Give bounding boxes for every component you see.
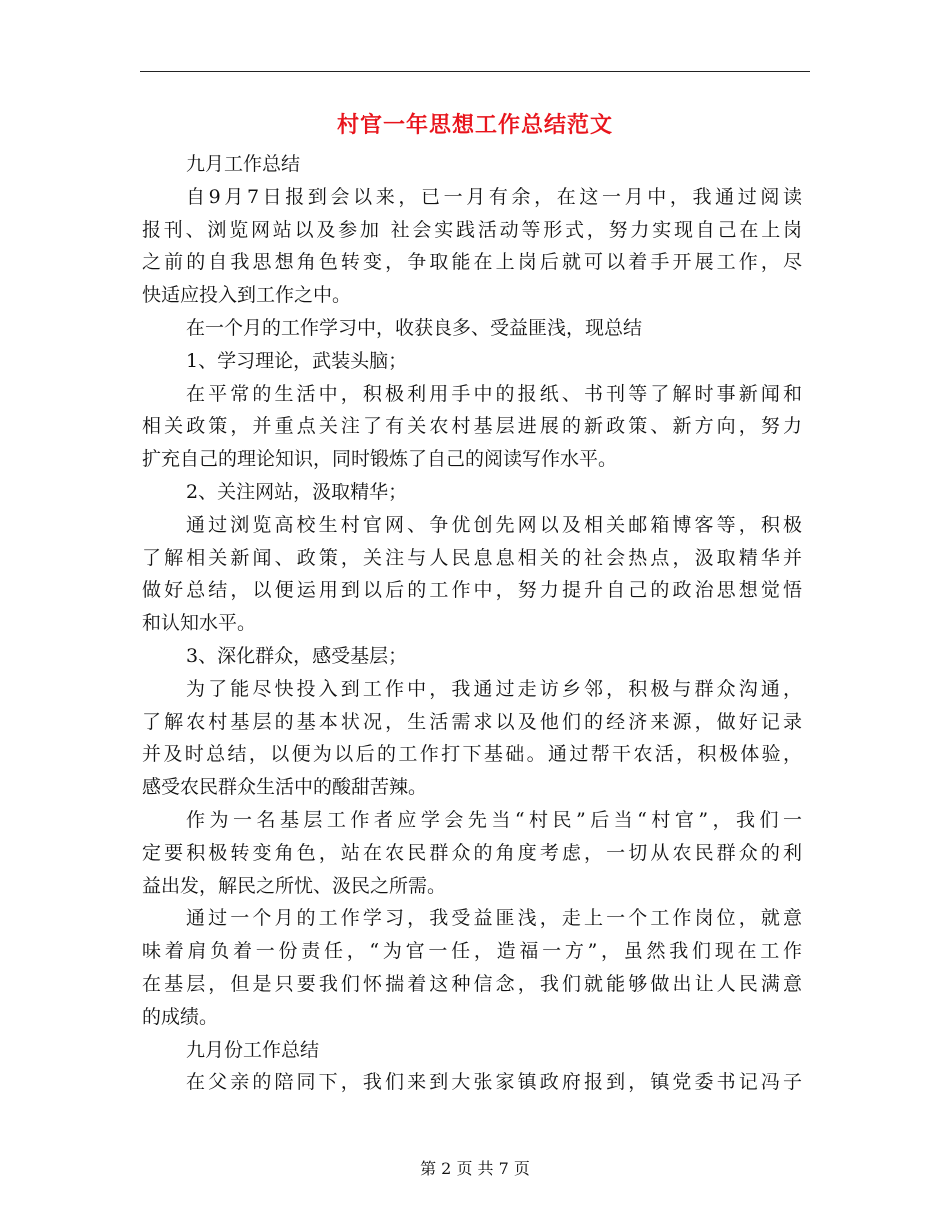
page-footer: 第 2 页 共 7 页 — [420, 1159, 530, 1178]
text-line: 相关政策，并重点关注了有关农村基层进展的新政策、新方向，努力 — [142, 415, 802, 438]
text-line: 益出发，解民之所忧、汲民之所需。 — [142, 874, 447, 897]
document-title: 村官一年思想工作总结范文 — [336, 113, 613, 138]
text-line: 味着肩负着一份责任，“为官一任，造福一方”，虽然我们现在工作 — [142, 940, 802, 963]
text-line: 通过一个月的工作学习，我受益匪浅，走上一个工作岗位，就意 — [186, 907, 802, 930]
text-line: 作为一名基层工作者应学会先当“村民”后当“村官”，我们一 — [186, 808, 802, 831]
text-line: 在一个月的工作学习中，收获良多、受益匪浅，现总结 — [186, 316, 643, 339]
text-line: 报刊、浏览网站以及参加 社会实践活动等形式，努力实现自己在上岗 — [142, 218, 802, 241]
text-line: 在平常的生活中，积极利用手中的报纸、书刊等了解时事新闻和 — [186, 382, 802, 405]
text-line: 快适应投入到工作之中。 — [142, 284, 352, 307]
text-line: 了解相关新闻、政策，关注与人民息息相关的社会热点，汲取精华并 — [142, 546, 802, 569]
document-body — [142, 148, 802, 1099]
text-line: 感受农民群众生活中的酸甜苦辣。 — [142, 776, 428, 799]
text-line: 3、深化群众，感受基层； — [186, 644, 408, 667]
text-line: 的成绩。 — [142, 1005, 219, 1028]
text-line: 九月份工作总结 — [186, 1038, 320, 1061]
text-line: 并及时总结，以便为以后的工作打下基础。通过帮干农活，积极体验， — [142, 743, 802, 766]
text-line: 和认知水平。 — [142, 612, 257, 635]
text-line: 2、关注网站，汲取精华； — [186, 480, 408, 503]
text-line: 在基层，但是只要我们怀揣着这种信念，我们就能够做出让人民满意 — [142, 972, 802, 995]
text-line: 在父亲的陪同下，我们来到大张家镇政府报到，镇党委书记冯子 — [186, 1071, 802, 1094]
text-line: 为了能尽快投入到工作中，我通过走访乡邻，积极与群众沟通， — [186, 677, 802, 700]
text-line: 1、学习理论，武装头脑； — [186, 349, 408, 372]
text-line: 扩充自己的理论知识，同时锻炼了自己的阅读写作水平。 — [142, 448, 618, 471]
text-line: 定要积极转变角色，站在农民群众的角度考虑，一切从农民群众的利 — [142, 841, 802, 864]
text-line: 了解农村基层的基本状况，生活需求以及他们的经济来源，做好记录 — [142, 710, 802, 733]
header-rule — [140, 71, 810, 72]
text-line: 自9月7日报到会以来，已一月有余，在这一月中，我通过阅读 — [186, 185, 802, 208]
text-line: 九月工作总结 — [186, 153, 301, 175]
text-line: 之前的自我思想角色转变，争取能在上岗后就可以着手开展工作，尽 — [142, 251, 802, 274]
text-line: 通过浏览高校生村官网、争优创先网以及相关邮箱博客等，积极 — [186, 513, 802, 536]
text-line: 做好总结，以便运用到以后的工作中，努力提升自己的政治思想觉悟 — [142, 579, 802, 602]
